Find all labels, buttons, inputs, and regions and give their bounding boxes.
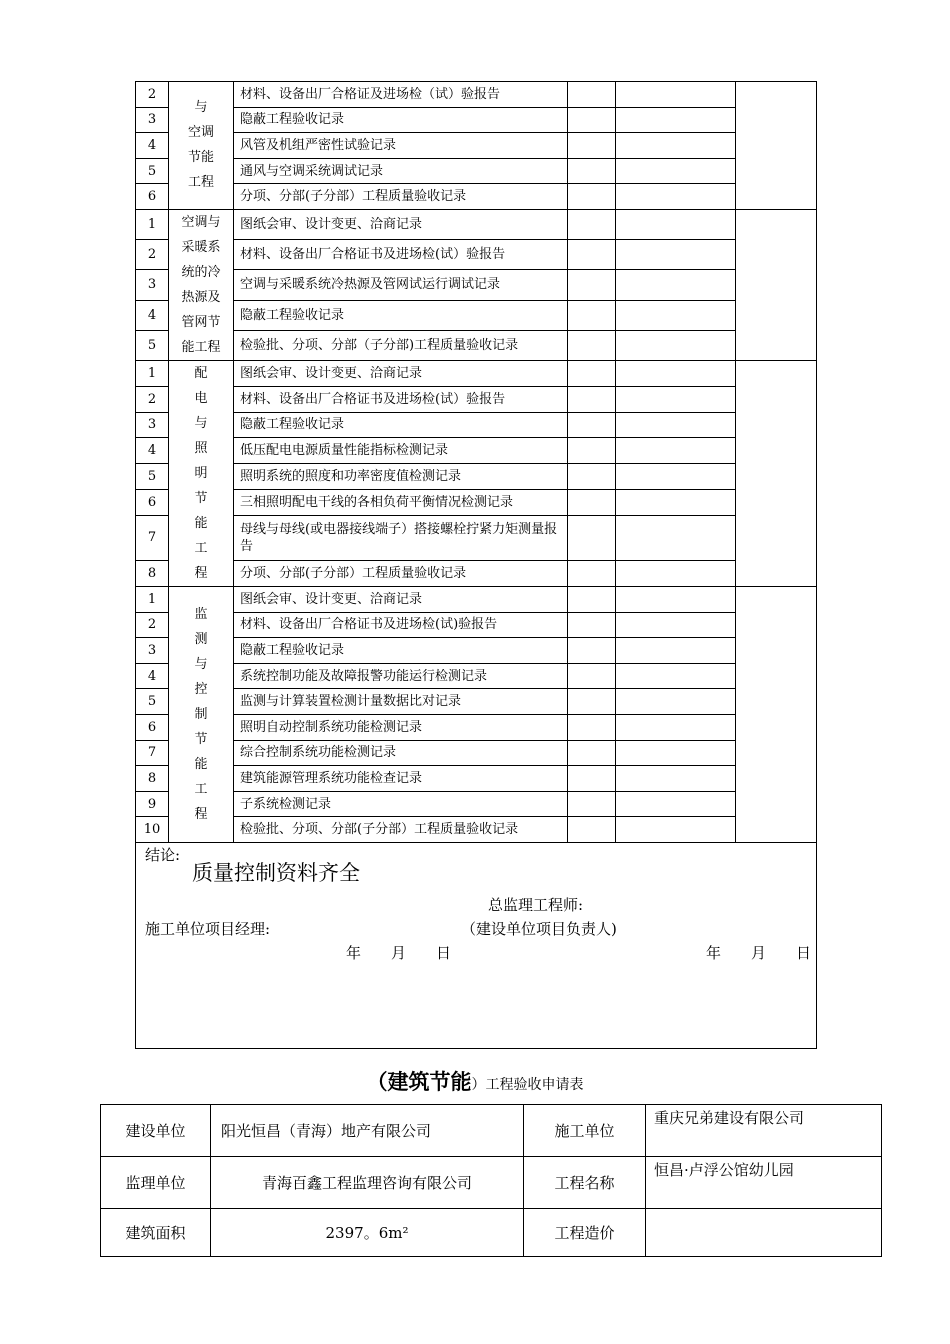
row-number: 4 bbox=[136, 133, 169, 159]
row-number: 1 bbox=[136, 360, 169, 386]
row-number: 7 bbox=[136, 515, 169, 560]
group-sign-cell bbox=[736, 82, 817, 210]
form-value: 恒昌·卢浮公馆幼儿园 bbox=[646, 1157, 882, 1209]
item-description: 系统控制功能及故障报警功能运行检测记录 bbox=[234, 663, 568, 689]
form-value: 阳光恒昌（青海）地产有限公司 bbox=[211, 1105, 524, 1157]
remark-cell bbox=[616, 489, 736, 515]
row-number: 3 bbox=[136, 412, 169, 438]
row-number: 3 bbox=[136, 270, 169, 300]
remark-cell bbox=[616, 158, 736, 184]
row-number: 6 bbox=[136, 714, 169, 740]
row-number: 5 bbox=[136, 158, 169, 184]
row-number: 4 bbox=[136, 663, 169, 689]
form-row bbox=[101, 1105, 882, 1157]
row-number: 4 bbox=[136, 438, 169, 464]
form-row bbox=[101, 1209, 882, 1257]
title-main: 建筑节能 bbox=[387, 1070, 472, 1094]
remark-cell bbox=[616, 107, 736, 133]
check-cell bbox=[568, 766, 616, 792]
group-sign-cell bbox=[736, 586, 817, 842]
row-number: 2 bbox=[136, 82, 169, 108]
item-description: 母线与母线(或电器接线端子）搭接螺栓拧紧力矩测量报告 bbox=[234, 515, 568, 560]
remark-cell bbox=[616, 360, 736, 386]
table-row bbox=[136, 412, 817, 438]
group-label bbox=[169, 209, 234, 360]
table-row bbox=[136, 586, 817, 612]
check-cell bbox=[568, 663, 616, 689]
application-form-title bbox=[0, 1066, 950, 1096]
title-open-paren: （ bbox=[366, 1070, 388, 1094]
check-cell bbox=[568, 489, 616, 515]
item-description: 隐蔽工程验收记录 bbox=[234, 638, 568, 664]
table-row bbox=[136, 689, 817, 715]
row-number: 4 bbox=[136, 300, 169, 330]
check-cell bbox=[568, 82, 616, 108]
table-row bbox=[136, 300, 817, 330]
row-number: 6 bbox=[136, 184, 169, 210]
item-description: 三相照明配电干线的各相负荷平衡情况检测记录 bbox=[234, 489, 568, 515]
remark-cell bbox=[616, 184, 736, 210]
item-description: 低压配电电源质量性能指标检测记录 bbox=[234, 438, 568, 464]
item-description: 建筑能源管理系统功能检查记录 bbox=[234, 766, 568, 792]
conclusion-row bbox=[136, 842, 817, 1048]
check-cell bbox=[568, 791, 616, 817]
row-number: 5 bbox=[136, 689, 169, 715]
date-left: 年 月 日 bbox=[346, 943, 452, 962]
group-label bbox=[169, 586, 234, 842]
check-cell bbox=[568, 740, 616, 766]
check-cell bbox=[568, 515, 616, 560]
check-cell bbox=[568, 586, 616, 612]
table-row bbox=[136, 184, 817, 210]
table-row bbox=[136, 438, 817, 464]
remark-cell bbox=[616, 386, 736, 412]
table-row bbox=[136, 489, 817, 515]
row-number: 2 bbox=[136, 386, 169, 412]
row-number: 2 bbox=[136, 240, 169, 270]
check-cell bbox=[568, 438, 616, 464]
row-number: 1 bbox=[136, 209, 169, 239]
item-description: 通风与空调采统调试记录 bbox=[234, 158, 568, 184]
row-number: 5 bbox=[136, 464, 169, 490]
row-number: 8 bbox=[136, 766, 169, 792]
remark-cell bbox=[616, 817, 736, 843]
remark-cell bbox=[616, 714, 736, 740]
remark-cell bbox=[616, 240, 736, 270]
item-description: 风管及机组严密性试验记录 bbox=[234, 133, 568, 159]
check-cell bbox=[568, 184, 616, 210]
date-right: 年 月 日 bbox=[706, 943, 812, 962]
form-label: 工程造价 bbox=[524, 1209, 646, 1257]
form-row bbox=[101, 1157, 882, 1209]
table-row bbox=[136, 330, 817, 360]
check-cell bbox=[568, 270, 616, 300]
remark-cell bbox=[616, 689, 736, 715]
table-row bbox=[136, 561, 817, 587]
form-label: 监理单位 bbox=[101, 1157, 211, 1209]
table-row bbox=[136, 270, 817, 300]
remark-cell bbox=[616, 740, 736, 766]
group-sign-cell bbox=[736, 360, 817, 586]
materials-checklist-table bbox=[135, 81, 817, 1049]
check-cell bbox=[568, 133, 616, 159]
conclusion-label: 结论: bbox=[145, 845, 181, 864]
row-number: 1 bbox=[136, 586, 169, 612]
group-label bbox=[169, 82, 234, 210]
form-label: 建筑面积 bbox=[101, 1209, 211, 1257]
item-description: 图纸会审、设计变更、洽商记录 bbox=[234, 360, 568, 386]
check-cell bbox=[568, 330, 616, 360]
remark-cell bbox=[616, 209, 736, 239]
remark-cell bbox=[616, 464, 736, 490]
check-cell bbox=[568, 240, 616, 270]
check-cell bbox=[568, 209, 616, 239]
item-description: 分项、分部(子分部）工程质量验收记录 bbox=[234, 184, 568, 210]
check-cell bbox=[568, 360, 616, 386]
group-label-text: 空调与 采暖系 统的冷 热源及 管网节 能工程 bbox=[181, 214, 221, 355]
remark-cell bbox=[616, 561, 736, 587]
item-description: 图纸会审、设计变更、洽商记录 bbox=[234, 209, 568, 239]
table-row bbox=[136, 133, 817, 159]
row-number: 6 bbox=[136, 489, 169, 515]
item-description: 图纸会审、设计变更、洽商记录 bbox=[234, 586, 568, 612]
row-number: 3 bbox=[136, 107, 169, 133]
item-description: 材料、设备出厂合格证及进场检（试）验报告 bbox=[234, 82, 568, 108]
remark-cell bbox=[616, 638, 736, 664]
group-label bbox=[169, 360, 234, 586]
row-number: 9 bbox=[136, 791, 169, 817]
form-value: 重庆兄弟建设有限公司 bbox=[646, 1105, 882, 1157]
check-cell bbox=[568, 638, 616, 664]
group-label-text: 监 测 与 控 制 节 能 工 程 bbox=[194, 606, 208, 822]
item-description: 检验批、分项、分部（子分部)工程质量验收记录 bbox=[234, 330, 568, 360]
row-number: 7 bbox=[136, 740, 169, 766]
table-row bbox=[136, 107, 817, 133]
item-description: 材料、设备出厂合格证书及进场检(试）验报告 bbox=[234, 386, 568, 412]
check-cell bbox=[568, 561, 616, 587]
table-row bbox=[136, 464, 817, 490]
item-description: 隐蔽工程验收记录 bbox=[234, 412, 568, 438]
conclusion-statement: 质量控制资料齐全 bbox=[192, 860, 360, 885]
remark-cell bbox=[616, 663, 736, 689]
check-cell bbox=[568, 464, 616, 490]
contractor-manager-label: 施工单位项目经理: bbox=[145, 919, 271, 938]
item-description: 隐蔽工程验收记录 bbox=[234, 300, 568, 330]
check-cell bbox=[568, 714, 616, 740]
table-row bbox=[136, 663, 817, 689]
remark-cell bbox=[616, 82, 736, 108]
table-row bbox=[136, 740, 817, 766]
row-number: 2 bbox=[136, 612, 169, 638]
item-description: 材料、设备出厂合格证书及进场检(试）验报告 bbox=[234, 240, 568, 270]
owner-rep-label: （建设单位项目负责人) bbox=[461, 919, 617, 938]
table-row bbox=[136, 612, 817, 638]
item-description: 照明自动控制系统功能检测记录 bbox=[234, 714, 568, 740]
remark-cell bbox=[616, 586, 736, 612]
remark-cell bbox=[616, 133, 736, 159]
row-number: 5 bbox=[136, 330, 169, 360]
check-cell bbox=[568, 386, 616, 412]
check-cell bbox=[568, 300, 616, 330]
table-row bbox=[136, 209, 817, 239]
table-row bbox=[136, 82, 817, 108]
form-label: 工程名称 bbox=[524, 1157, 646, 1209]
table-row bbox=[136, 817, 817, 843]
form-value bbox=[646, 1209, 882, 1257]
row-number: 10 bbox=[136, 817, 169, 843]
form-label: 建设单位 bbox=[101, 1105, 211, 1157]
group-sign-cell bbox=[736, 209, 817, 360]
check-cell bbox=[568, 158, 616, 184]
title-rest: ）工程验收申请表 bbox=[471, 1077, 584, 1093]
item-description: 照明系统的照度和功率密度值检测记录 bbox=[234, 464, 568, 490]
table-row bbox=[136, 791, 817, 817]
group-label-text: 与 空调 节能 工程 bbox=[187, 100, 214, 191]
check-cell bbox=[568, 412, 616, 438]
application-form-table bbox=[100, 1104, 882, 1257]
form-value: 青海百鑫工程监理咨询有限公司 bbox=[211, 1157, 524, 1209]
remark-cell bbox=[616, 612, 736, 638]
remark-cell bbox=[616, 791, 736, 817]
group-label-text: 配 电 与 照 明 节 能 工 程 bbox=[194, 365, 208, 581]
remark-cell bbox=[616, 766, 736, 792]
item-description: 隐蔽工程验收记录 bbox=[234, 107, 568, 133]
check-cell bbox=[568, 817, 616, 843]
item-description: 子系统检测记录 bbox=[234, 791, 568, 817]
table-row bbox=[136, 158, 817, 184]
table-row bbox=[136, 386, 817, 412]
form-label: 施工单位 bbox=[524, 1105, 646, 1157]
chief-supervisor-label: 总监理工程师: bbox=[488, 895, 584, 914]
item-description: 材料、设备出厂合格证书及进场检(试)验报告 bbox=[234, 612, 568, 638]
row-number: 8 bbox=[136, 561, 169, 587]
item-description: 综合控制系统功能检测记录 bbox=[234, 740, 568, 766]
item-description: 空调与采暖系统冷热源及管网试运行调试记录 bbox=[234, 270, 568, 300]
remark-cell bbox=[616, 412, 736, 438]
row-number: 3 bbox=[136, 638, 169, 664]
item-description: 分项、分部(子分部）工程质量验收记录 bbox=[234, 561, 568, 587]
form-value: 2397。6m² bbox=[211, 1209, 524, 1257]
remark-cell bbox=[616, 515, 736, 560]
check-cell bbox=[568, 689, 616, 715]
item-description: 检验批、分项、分部(子分部）工程质量验收记录 bbox=[234, 817, 568, 843]
remark-cell bbox=[616, 300, 736, 330]
table-row bbox=[136, 766, 817, 792]
check-cell bbox=[568, 612, 616, 638]
table-row bbox=[136, 714, 817, 740]
remark-cell bbox=[616, 438, 736, 464]
remark-cell bbox=[616, 270, 736, 300]
remark-cell bbox=[616, 330, 736, 360]
table-row bbox=[136, 360, 817, 386]
table-row bbox=[136, 240, 817, 270]
table-row bbox=[136, 638, 817, 664]
check-cell bbox=[568, 107, 616, 133]
conclusion-cell bbox=[136, 842, 817, 1048]
item-description: 监测与计算装置检测计量数据比对记录 bbox=[234, 689, 568, 715]
table-row bbox=[136, 515, 817, 560]
